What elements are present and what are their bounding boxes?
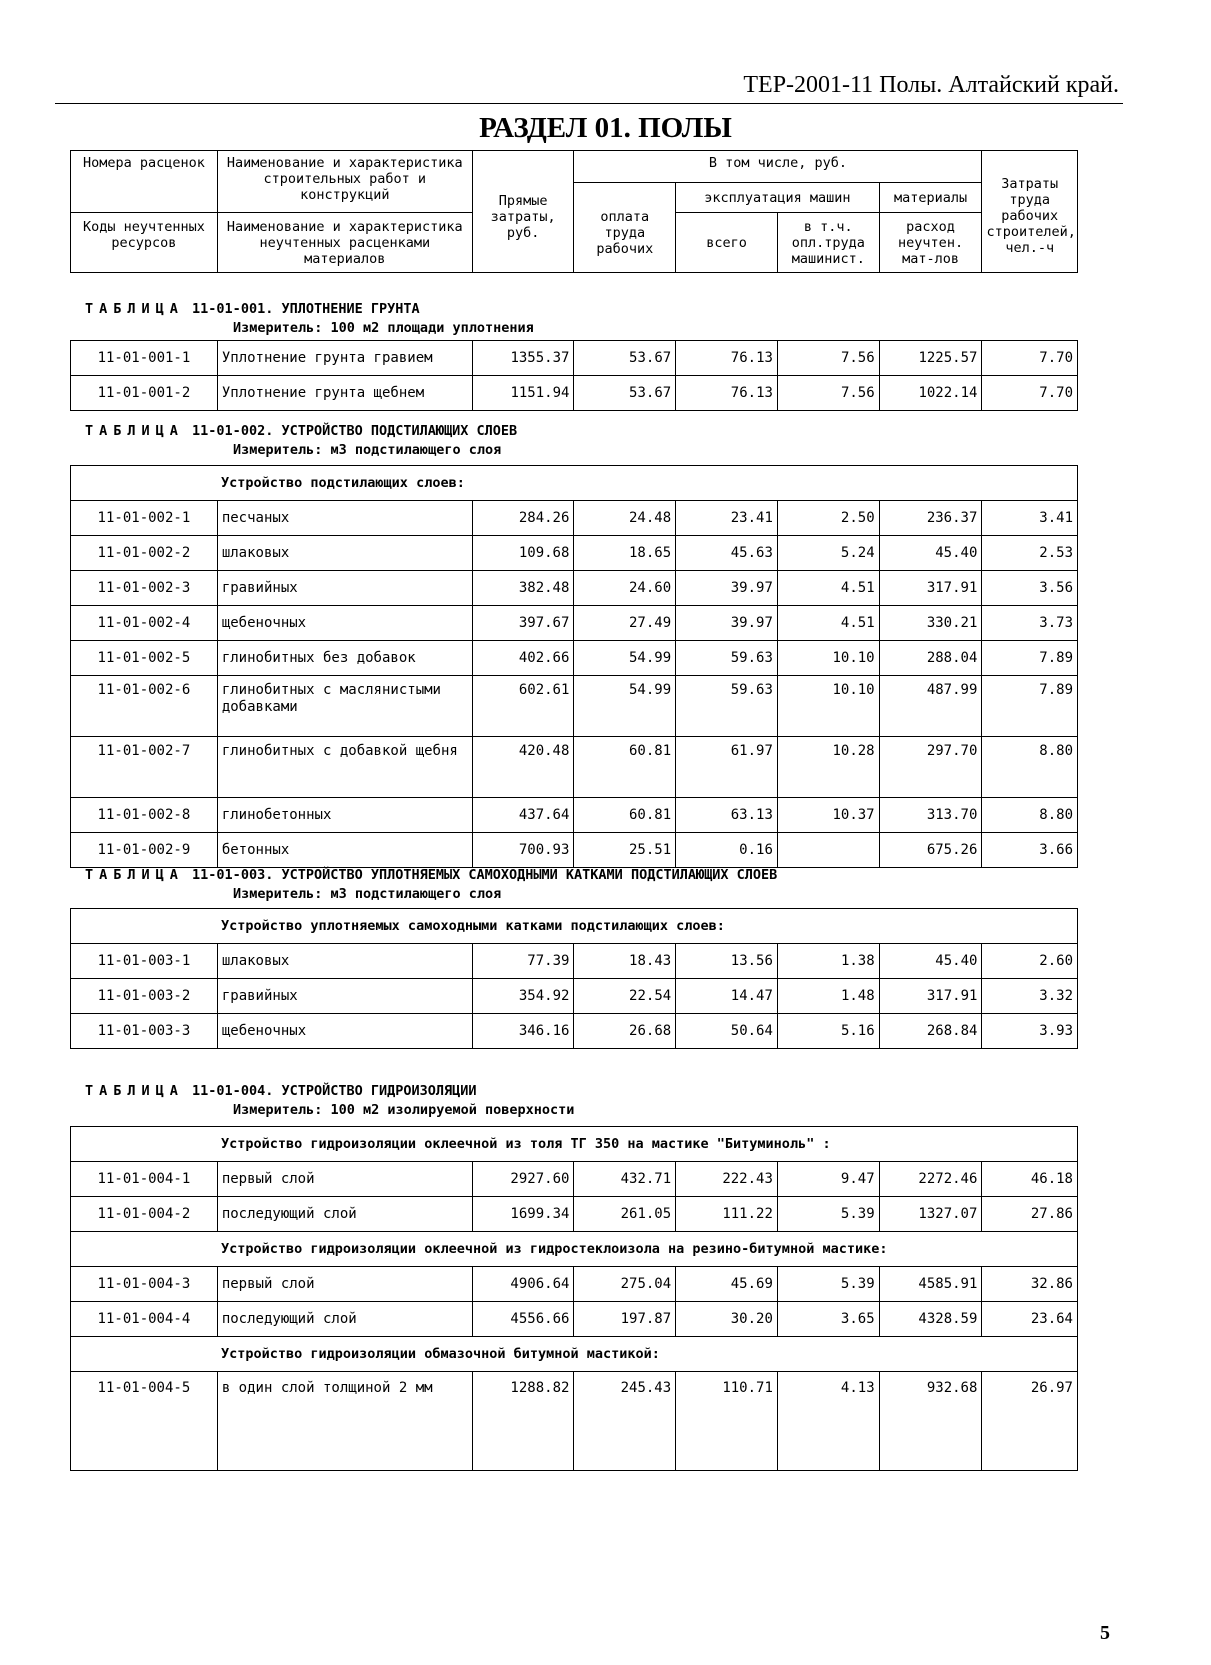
header-nomera: Номера расценок — [71, 151, 218, 213]
table-row: 11-01-001-2 Уплотнение грунта щебнем 1151.94 53.67 76.13 7.56 1022.14 7.70 — [71, 376, 1078, 411]
table-code: 11-01-001. УПЛОТНЕНИЕ ГРУНТА — [192, 301, 420, 317]
subtable-title: Устройство гидроизоляции оклеечной из толя ТГ 350 на мастике "Битуминоль" : — [71, 1127, 1078, 1162]
table-caption — [85, 300, 534, 338]
table-row: 11-01-002-7 глинобитных с добавкой щебня 420.48 60.81 61.97 10.28 297.70 8.80 — [71, 737, 1078, 798]
header-naim1: Наименование и характеристика строительных работ и конструкций — [217, 151, 472, 213]
table-row: 11-01-002-5 глинобитных без добавок 402.66 54.99 59.63 10.10 288.04 7.89 — [71, 641, 1078, 676]
subtable-title: Устройство гидроизоляции оклеечной из гидростеклоизола на резино-битумной мастике: — [71, 1232, 1078, 1267]
header-vtom: В том числе, руб. — [574, 151, 982, 183]
section-title: РАЗДЕЛ 01. ПОЛЫ — [479, 112, 732, 144]
table-caption: ТАБЛИЦА 11-01-004. УСТРОЙСТВО ГИДРОИЗОЛЯЦИИ Измеритель: 100 м2 изолируемой поверхности — [85, 1083, 575, 1118]
header-ekspl: эксплуатация машин — [676, 183, 879, 213]
table-measure: Измеритель: 100 м2 площади уплотнения — [233, 320, 534, 336]
table-row: 11-01-004-3 первый слой 4906.64 275.04 45.69 5.39 4585.91 32.86 — [71, 1267, 1078, 1302]
table-row: 11-01-001-1 Уплотнение грунта гравием 1355.37 53.67 76.13 7.56 1225.57 7.70 — [71, 341, 1078, 376]
table-row: 11-01-003-1 шлаковых 77.39 18.43 13.56 1.38 45.40 2.60 — [71, 944, 1078, 979]
table-row: 11-01-002-1 песчаных 284.26 24.48 23.41 2.50 236.37 3.41 — [71, 501, 1078, 536]
table-caption: ТАБЛИЦА 11-01-003. УСТРОЙСТВО УПЛОТНЯЕМЫХ САМОХОДНЫМИ КАТКАМИ ПОДСТИЛАЮЩИХ СЛОЕВ Измеритель: м3 подстилающего слоя — [85, 867, 778, 902]
header-kody: Коды неучтенных ресурсов — [71, 213, 218, 273]
data-table-11-01-001 — [70, 340, 1078, 411]
table-caption: ТАБЛИЦА 11-01-002. УСТРОЙСТВО ПОДСТИЛАЮЩИХ СЛОЕВ Измеритель: м3 подстилающего слоя — [85, 423, 518, 458]
header-vtch: в т.ч. опл.труда машинист. — [777, 213, 879, 273]
header-rashod: расход неучтен. мат-лов — [879, 213, 982, 273]
table-row: 11-01-002-3 гравийных 382.48 24.60 39.97 4.51 317.91 3.56 — [71, 571, 1078, 606]
header-divider — [55, 103, 1123, 104]
table-row: 11-01-002-8 глинобетонных 437.64 60.81 63.13 10.37 313.70 8.80 — [71, 798, 1078, 833]
header-materialy: материалы — [879, 183, 982, 213]
table-row: 11-01-004-5 в один слой толщиной 2 мм 1288.82 245.43 110.71 4.13 932.68 26.97 — [71, 1372, 1078, 1471]
table-row: 11-01-002-2 шлаковых 109.68 18.65 45.63 5.24 45.40 2.53 — [71, 536, 1078, 571]
table-row: 11-01-002-4 щебеночных 397.67 27.49 39.97 4.51 330.21 3.73 — [71, 606, 1078, 641]
table-row: 11-01-002-6 глинобитных с маслянистыми добавками 602.61 54.99 59.63 10.10 487.99 7.89 — [71, 676, 1078, 737]
subtable-title: Устройство подстилающих слоев: — [71, 466, 1078, 501]
document-header-title: ТЕР-2001-11 Полы. Алтайский край. — [743, 72, 1119, 98]
subtable-title: Устройство гидроизоляции обмазочной битумной мастикой: — [71, 1337, 1078, 1372]
table-row: 11-01-002-9 бетонных 700.93 25.51 0.16 675.26 3.66 — [71, 833, 1078, 868]
data-table-11-01-003 — [70, 908, 1078, 1049]
table-row: 11-01-003-2 гравийных 354.92 22.54 14.47 1.48 317.91 3.32 — [71, 979, 1078, 1014]
table-row: 11-01-004-4 последующий слой 4556.66 197.87 30.20 3.65 4328.59 23.64 — [71, 1302, 1078, 1337]
table-row: 11-01-004-1 первый слой 2927.60 432.71 222.43 9.47 2272.46 46.18 — [71, 1162, 1078, 1197]
data-table-11-01-002 — [70, 465, 1078, 868]
subtable-title: Устройство уплотняемых самоходными катками подстилающих слоев: — [71, 909, 1078, 944]
header-pryamye: Прямые затраты, руб. — [472, 151, 574, 273]
header-naim2: Наименование и характеристика неучтенных расценками материалов — [217, 213, 472, 273]
header-oplata: оплата труда рабочих — [574, 183, 676, 273]
table-row: 11-01-003-3 щебеночных 346.16 26.68 50.64 5.16 268.84 3.93 — [71, 1014, 1078, 1049]
page-number: 5 — [1100, 1622, 1110, 1644]
column-header-table — [70, 150, 1078, 273]
table-label: ТАБЛИЦА — [85, 301, 184, 317]
header-vsego: всего — [676, 213, 778, 273]
header-zatraty: Затраты труда рабочих строителей, чел.-ч — [982, 151, 1078, 273]
table-row: 11-01-004-2 последующий слой 1699.34 261.05 111.22 5.39 1327.07 27.86 — [71, 1197, 1078, 1232]
data-table-11-01-004 — [70, 1126, 1078, 1471]
